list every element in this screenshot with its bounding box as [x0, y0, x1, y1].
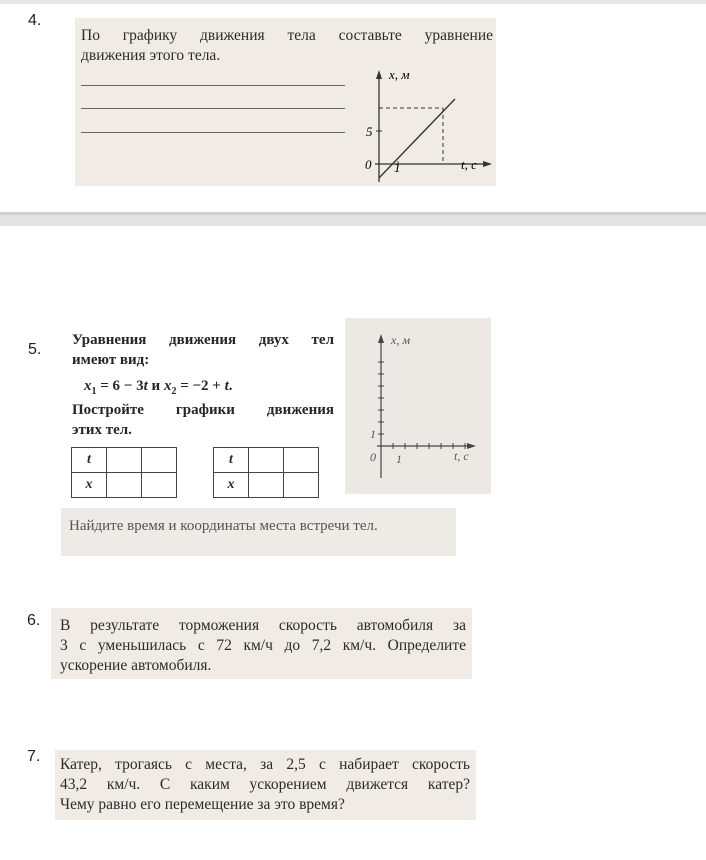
task-6-line2: 3 с уменьшилась с 72 км/ч до 7,2 км/ч. Определите [60, 637, 466, 654]
task-5-origin-label: 0 [370, 450, 376, 464]
task-5-equation [84, 376, 233, 402]
task-5-line4: этих тел. [72, 422, 132, 438]
task-5-table-1 [71, 447, 177, 498]
eq-t1: t [143, 378, 148, 394]
task-5-x-axis-label: t, с [454, 449, 469, 463]
task-7-line2: 43,2 км/ч. С каким ускорением движется катер? [60, 776, 470, 793]
eq-sub1: 1 [91, 386, 97, 397]
task-5-graph [345, 318, 491, 494]
task-6-line1: В результате торможения скорость автомобиля за [60, 617, 466, 634]
table-1-x-label: x [72, 473, 107, 498]
eq-sub2: 2 [171, 386, 177, 397]
eq-part1: = 6 − 3 [96, 378, 144, 394]
task-5-line2: имеют вид: [72, 352, 150, 368]
task-4-origin-label: 0 [365, 157, 372, 172]
task-5-question: Найдите время и координаты места встречи тел. [69, 518, 378, 534]
task-5-y-tick-label: 1 [370, 427, 376, 441]
task-5-question-card [61, 508, 456, 556]
eq-part2: = −2 + [176, 378, 225, 394]
task-7-line1: Катер, трогаясь с места, за 2,5 с набирает скорость [60, 756, 470, 773]
task-4-text-line1: По графику движения тела составьте уравнение [81, 27, 493, 44]
task-5-x-tick-label: 1 [396, 452, 402, 466]
task-6-card [51, 608, 472, 679]
task-4-number: 4. [28, 12, 42, 29]
eq-t2: t [224, 378, 229, 394]
eq-x2: x [163, 378, 172, 394]
task-5-line3: Постройте графики движения [72, 402, 334, 418]
section-divider [0, 212, 706, 226]
task-4-text-line2: движения этого тела. [81, 47, 221, 64]
task-5-graph-card [345, 318, 491, 494]
top-divider [0, 0, 706, 4]
task-4-graph [75, 18, 496, 186]
task-7-line3: Чему равно его перемещение за это время? [60, 796, 345, 813]
eq-and: и [147, 378, 164, 394]
eq-end: . [228, 378, 233, 394]
eq-x1: x [84, 378, 92, 394]
task-7-number: 7. [27, 748, 41, 765]
task-6-number: 6. [27, 612, 41, 629]
task-5-line1: Уравнения движения двух тел [72, 332, 334, 348]
table-1-t-label: t [72, 448, 107, 473]
task-4-x-axis-label: t, с [461, 157, 477, 172]
task-4-y-tick-label: 5 [366, 124, 373, 139]
task-4-card [75, 18, 496, 186]
table-2-x-label: x [214, 473, 249, 498]
task-5-table-2 [213, 447, 319, 498]
task-5-number: 5. [28, 341, 42, 358]
task-7-card [55, 750, 476, 820]
task-4-y-axis-label: x, м [389, 67, 410, 82]
table-2-t-label: t [214, 448, 249, 473]
task-4-x-tick-label: 1 [394, 160, 401, 175]
task-5-y-axis-label: x, м [391, 333, 410, 347]
task-6-line3: ускорение автомобиля. [60, 657, 212, 674]
